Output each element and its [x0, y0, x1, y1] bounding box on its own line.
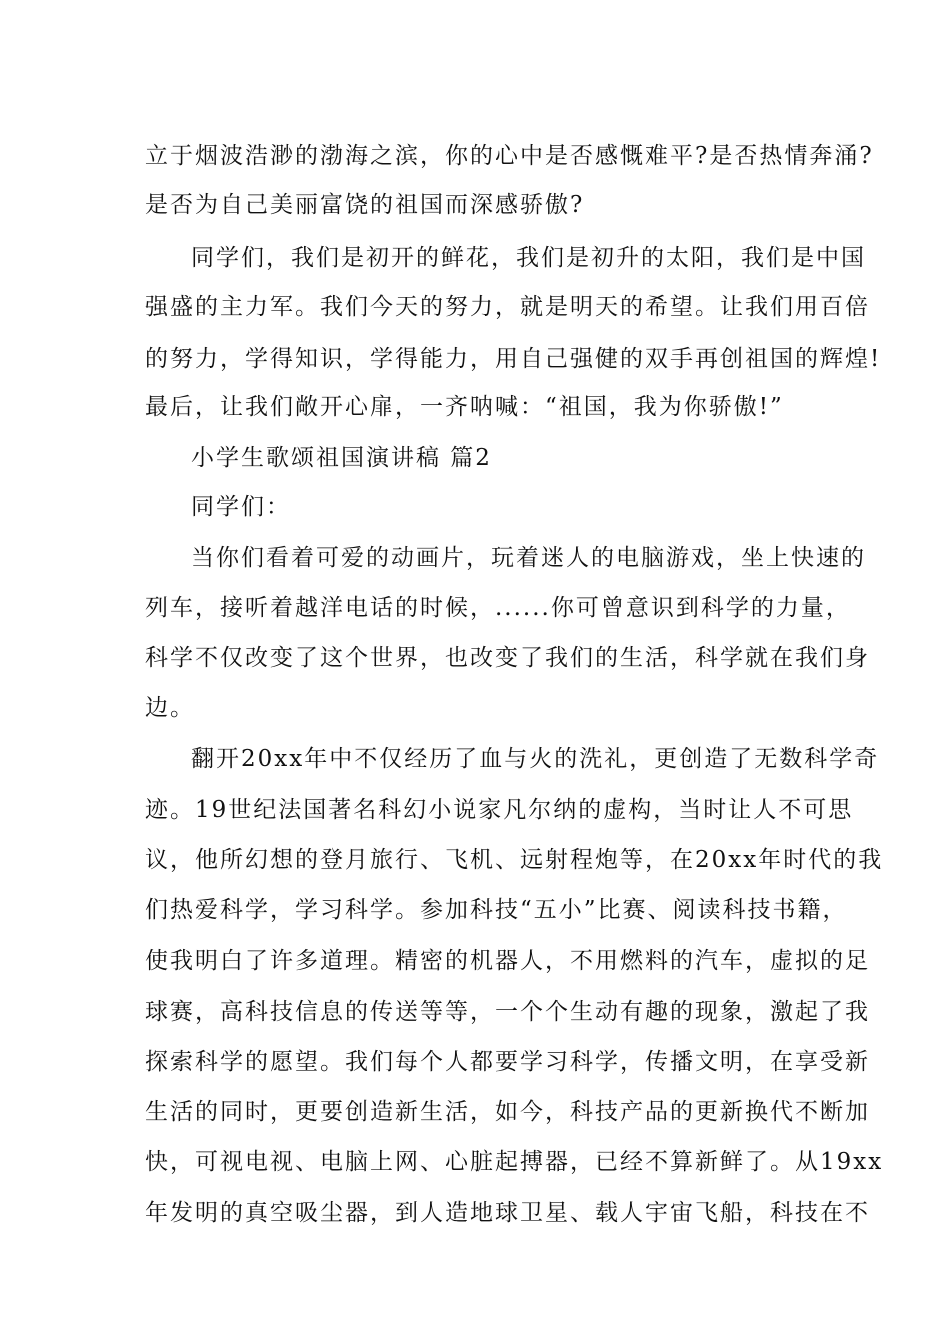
paragraph-start-line: 翻开20xx年中不仅经历了血与火的洗礼，更创造了无数科学奇	[191, 746, 880, 772]
text-line: 使我明白了许多道理。精密的机器人，不用燃料的汽车，虚拟的足	[145, 948, 870, 974]
text-line: 议，他所幻想的登月旅行、飞机、远射程炮等，在20xx年时代的我	[145, 847, 884, 873]
paragraph-start-line: 当你们看着可爱的动画片，玩着迷人的电脑游戏，坐上快速的	[191, 545, 866, 571]
section-heading: 小学生歌颂祖国演讲稿 篇2	[191, 445, 492, 471]
text-line: 是否为自己美丽富饶的祖国而深感骄傲?	[145, 192, 585, 218]
text-line: 强盛的主力军。我们今天的努力，就是明天的希望。让我们用百倍	[145, 294, 870, 320]
text-line: 科学不仅改变了这个世界，也改变了我们的生活，科学就在我们身	[145, 645, 870, 671]
text-line: 年发明的真空吸尘器，到人造地球卫星、载人宇宙飞船，科技在不	[145, 1200, 870, 1226]
text-line: 球赛，高科技信息的传送等等，一个个生动有趣的现象，激起了我	[145, 999, 870, 1025]
text-line: 列车，接听着越洋电话的时候，......你可曾意识到科学的力量，	[145, 595, 851, 621]
text-line: 最后，让我们敞开心扉，一齐呐喊：“祖国，我为你骄傲!”	[145, 394, 784, 420]
text-line: 们热爱科学，学习科学。参加科技“五小”比赛、阅读科技书籍，	[145, 897, 848, 923]
greeting-line: 同学们：	[191, 494, 291, 520]
text-line: 的努力，学得知识，学得能力，用自己强健的双手再创祖国的辉煌!	[145, 346, 882, 372]
text-line: 迹。19世纪法国著名科幻小说家凡尔纳的虚构，当时让人不可思	[145, 797, 854, 823]
text-line: 立于烟波浩渺的渤海之滨，你的心中是否感慨难平?是否热情奔涌?	[145, 143, 874, 169]
text-line: 快，可视电视、电脑上网、心脏起搏器，已经不算新鲜了。从19xx	[145, 1149, 884, 1175]
text-line: 探索科学的愿望。我们每个人都要学习科学，传播文明，在享受新	[145, 1049, 870, 1075]
paragraph-start-line: 同学们，我们是初开的鲜花，我们是初升的太阳，我们是中国	[191, 245, 866, 271]
text-line: 边。	[145, 695, 195, 721]
text-line: 生活的同时，更要创造新生活，如今，科技产品的更新换代不断加	[145, 1099, 870, 1125]
